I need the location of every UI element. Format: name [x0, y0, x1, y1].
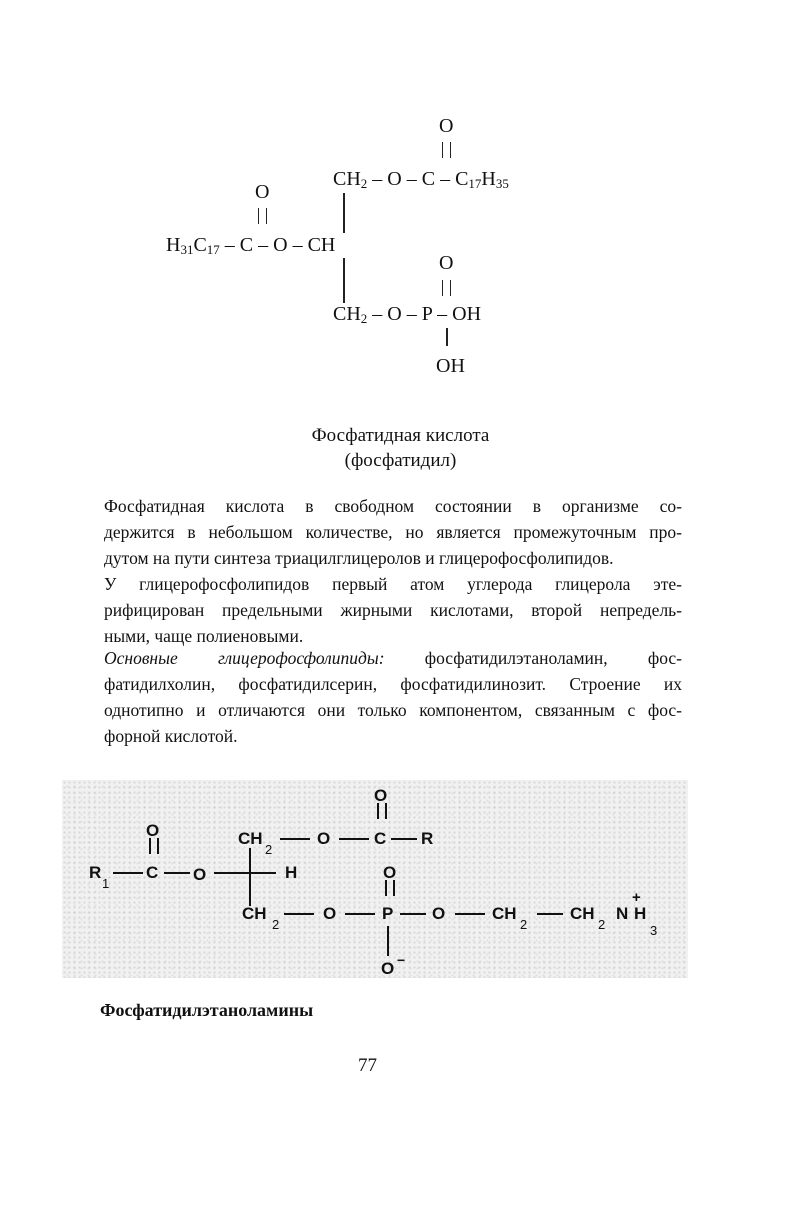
bond — [345, 913, 375, 915]
atom-o-top: O — [374, 786, 388, 805]
carbonyl-oxygen-left: O — [255, 181, 270, 203]
atom-o-phosphoryl: O — [383, 863, 397, 882]
atom-r1: R — [89, 863, 102, 882]
ester-row-2: $H_{31}C_{17}$ – C – O – CH — [166, 234, 336, 257]
atom-ch2-b: CH — [570, 904, 595, 923]
bond — [284, 913, 314, 915]
italic-lead: Основные глицерофосфолипиды: — [104, 648, 385, 668]
double-bond-phosphoryl — [385, 880, 395, 896]
atom-o-row3a: O — [323, 904, 337, 923]
atom-ch2-top: CH — [238, 829, 263, 848]
atom-r-row1: R — [421, 829, 434, 848]
charge-plus: + — [632, 889, 641, 906]
paragraph-line: форной кислотой. — [104, 726, 238, 746]
paragraph-line: Основные глицерофосфолипиды: фосфатидилэтаноламин, фос- — [104, 648, 682, 668]
atom-o-left: O — [146, 821, 160, 840]
atom-o-row1: O — [317, 829, 331, 848]
bond — [391, 838, 417, 840]
atom-o-row3b: O — [432, 904, 446, 923]
bond — [400, 913, 426, 915]
subscript: 2 — [265, 842, 273, 857]
bond — [537, 913, 563, 915]
paragraph-line: дутом на пути синтеза триацилглицеролов и глицерофосфолипидов. — [104, 548, 614, 568]
figure-caption: Фосфатидилэтаноламины — [100, 1000, 314, 1020]
backbone-bond — [249, 848, 251, 906]
subscript: 2 — [272, 917, 280, 932]
bond — [455, 913, 485, 915]
subscript: 2 — [598, 917, 606, 932]
bond-c2-c3 — [343, 258, 345, 303]
structure-caption-title: Фосфатидная кислота — [311, 425, 490, 446]
charge-minus: − — [397, 952, 406, 968]
atom-ch2-bottom: CH — [242, 904, 267, 923]
paragraph-1 — [104, 493, 682, 571]
bond-p-oh — [446, 328, 448, 346]
bond — [339, 838, 369, 840]
paragraph-line: рифицирован предельными жирными кислотами, второй непредель- — [104, 600, 682, 620]
atom-c-row2: C — [146, 863, 159, 882]
paragraph-3 — [104, 645, 682, 749]
paragraph-line: держится в небольшом количестве, но является промежуточным про- — [104, 522, 682, 542]
atom-h-row2: H — [285, 863, 298, 882]
double-bond-top — [442, 142, 451, 158]
phosphoryl-oxygen: O — [439, 252, 454, 274]
paragraph-line: однотипно и отличаются они только компонентом, связанным с фос- — [104, 700, 682, 720]
subscript: 3 — [650, 923, 658, 938]
paragraph-line: Фосфатидная кислота в свободном состоянии в организме со- — [104, 496, 682, 516]
bond — [164, 872, 190, 874]
paragraph-line: ными, чаще полиеновыми. — [104, 626, 304, 646]
double-bond-left — [149, 838, 159, 854]
carbonyl-oxygen-top: O — [439, 115, 454, 137]
structure-caption-subtitle: (фосфатидил) — [344, 450, 457, 471]
bond-p-o — [387, 926, 389, 956]
atom-o-minus: O — [381, 959, 395, 978]
atom-ch2-a: CH — [492, 904, 517, 923]
subscript: 1 — [102, 876, 110, 891]
paragraph-2 — [104, 571, 682, 649]
phosphate-row: $CH_2$ – O – P – OH — [333, 303, 482, 326]
page-number: 77 — [358, 1055, 377, 1076]
paragraph-line: фатидилхолин, фосфатидилсерин, фосфатидилинозит. Строение их — [104, 674, 682, 694]
ester-row-1: $CH_2$ – O – C – $C_{17}H_{35}$ — [333, 168, 509, 191]
hydroxyl-bottom: OH — [436, 355, 465, 377]
double-bond-top — [377, 803, 387, 819]
bond — [214, 872, 276, 874]
atom-o-row2: O — [193, 865, 207, 884]
bond — [280, 838, 310, 840]
atom-n: N — [616, 904, 629, 923]
atom-h-amine: H — [634, 904, 647, 923]
atom-p: P — [382, 904, 394, 923]
atom-c-row1: C — [374, 829, 387, 848]
paragraph-line: У глицерофосфолипидов первый атом углерода глицерола эте- — [104, 574, 682, 594]
double-bond-left — [258, 208, 267, 224]
bond — [113, 872, 143, 874]
subscript: 2 — [520, 917, 528, 932]
double-bond-phosphoryl — [442, 280, 451, 296]
bond-c1-c2 — [343, 193, 345, 233]
